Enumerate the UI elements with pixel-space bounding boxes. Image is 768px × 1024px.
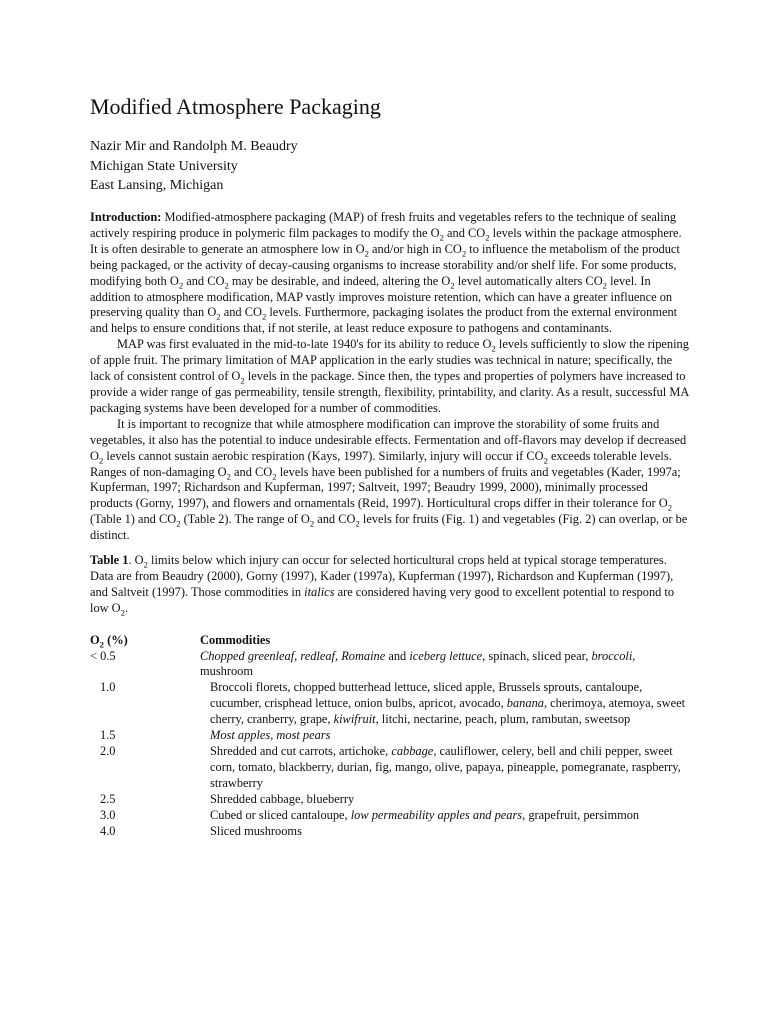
table-cell-commodities: Sliced mushrooms: [210, 823, 302, 838]
author-location: East Lansing, Michigan: [90, 178, 224, 193]
table-row: [90, 792, 690, 808]
table-cell-commodities: Most apples, most pears: [210, 728, 331, 743]
table-row: [90, 728, 690, 744]
author-affiliation: Michigan State University: [90, 158, 238, 174]
table-label: Table 1: [90, 553, 129, 568]
table-row: [90, 824, 690, 840]
history-paragraph: MAP was first evaluated in the mid-to-late 1940's for its ability to reduce $O_2$ levels sufficiently to slow the ripening of apple fruit. The primary limitation of MAP application in the early studies was technical in nature; specifically, the lack of consistent control of $O_2$ levels in the package. Since then, the types and properties of polymers have increased to provide a wider range of gas permeability, tensile strength, flexibility, printability, and clarity. As a result, successful MA packaging systems have been developed for a number of commodities.: [90, 337, 689, 415]
table-cell-commodities: Shredded cabbage, blueberry: [210, 791, 355, 806]
intro-label: Introduction:: [90, 210, 162, 224]
table-cell-o2: 4.0: [100, 823, 116, 838]
document-title: Modified Atmosphere Packaging: [90, 94, 381, 119]
table-cell-o2: 2.0: [100, 744, 116, 758]
author-names: Nazir Mir and Randolph M. Beaudry: [90, 139, 298, 154]
intro-paragraph: Introduction: Modified-atmosphere packaging (MAP) of fresh fruits and vegetables refers to the technique of sealing actively respiring produce in polymeric film packages to modify the $O_2$ and $CO_2$ levels within the package atmosphere. It is often desirable to generate an atmosphere low in $O_2$ and/or high in $CO_2$ to influence the metabolism of the product being packaged, or the activity of decay-causing organisms to increase storability and/or shelf life. For some products, modifying both $O_2$ and $CO_2$ may be desirable, and indeed, altering the $O_2$ level automatically alters $CO_2$ level. In addition to atmosphere modification, MAP vastly improves moisture retention, which can have a greater influence on preserving quality than $O_2$ and $CO_2$ levels. Furthermore, packaging isolates the product from the external environment and helps to ensure conditions that, if not sterile, at least reduce exposure to pathogens and contaminants.: [90, 210, 682, 336]
table-row: [90, 649, 690, 681]
o2-limits-table: [90, 633, 690, 840]
table-caption: Table 1. $O_2$ limits below which injury can occur for selected horticultural crops held at typical storage temperatures. Data are from Beaudry (2000), Gorny (1997), Kader (1997a), Kupferman (1997), Richardson and Kupferman (1997), and Saltveit (1997). Those commodities in italics are considered having very good to excellent potential to respond to low $O_2$.: [90, 553, 675, 618]
table-cell-commodities: Chopped greenleaf, redleaf, Romaine and iceberg lettuce, spinach, sliced pear, broccoli, mushroom: [200, 648, 636, 679]
table-cell-o2: < 0.5: [90, 648, 116, 663]
table-cell-commodities: Broccoli florets, chopped butterhead lettuce, sliced apple, Brussels sprouts, cantaloupe, cucumber, crisphead lettuce, onion bulbs, apricot, avocado, banana, cherimoya, atemoya, sweet cherry, cranberry, grape, kiwifruit, litchi, nectarine, peach, plum, rambutan, sweetsop: [210, 680, 686, 727]
table-header-commodities: Commodities: [200, 632, 271, 647]
table-cell-o2: 2.5: [100, 791, 116, 806]
table-cell-commodities: Shredded and cut carrots, artichoke, cabbage, cauliflower, celery, bell and chili pepper, sweet corn, tomato, blackberry, durian, fig, mango, olive, papaya, pineapple, pomegranate, raspberry, strawberry: [210, 744, 681, 790]
table-header-row: [90, 633, 690, 649]
table-row: [90, 744, 690, 792]
table-cell-commodities: Cubed or sliced cantaloupe, low permeability apples and pears, grapefruit, persimmon: [210, 807, 640, 822]
table-row: [90, 808, 690, 824]
table-cell-o2: 3.0: [100, 807, 116, 822]
table-cell-o2: 1.5: [100, 728, 116, 743]
table-header-o2: $O_2$ (%): [90, 632, 128, 650]
body-text: [90, 210, 690, 839]
author-block: [90, 137, 298, 196]
table-row: [90, 680, 690, 728]
table-cell-o2: 1.0: [100, 680, 116, 695]
tolerance-paragraph: It is important to recognize that while atmosphere modification can improve the storability of some fruits and vegetables, it also has the potential to induce undesirable effects. Fermentation and off-flavors may develop if decreased $O_2$ levels cannot sustain aerobic respiration (Kays, 1997). Similarly, injury will occur if $CO_2$ exceeds tolerable levels. Ranges of non-damaging $O_2$ and $CO_2$ levels have been published for a numbers of fruits and vegetables (Kader, 1997a; Kupferman, 1997; Richardson and Kupferman, 1997; Saltveit, 1997; Beaudry 1999, 2000), minimally processed products (Gorny, 1997), and flowers and ornamentals (Reid, 1997). Horticultural crops differ in their tolerance for $O_2$ (Table 1) and $CO_2$ (Table 2). The range of $O_2$ and $CO_2$ levels for fruits (Fig. 1) and vegetables (Fig. 2) can overlap, or be distinct.: [90, 416, 688, 543]
